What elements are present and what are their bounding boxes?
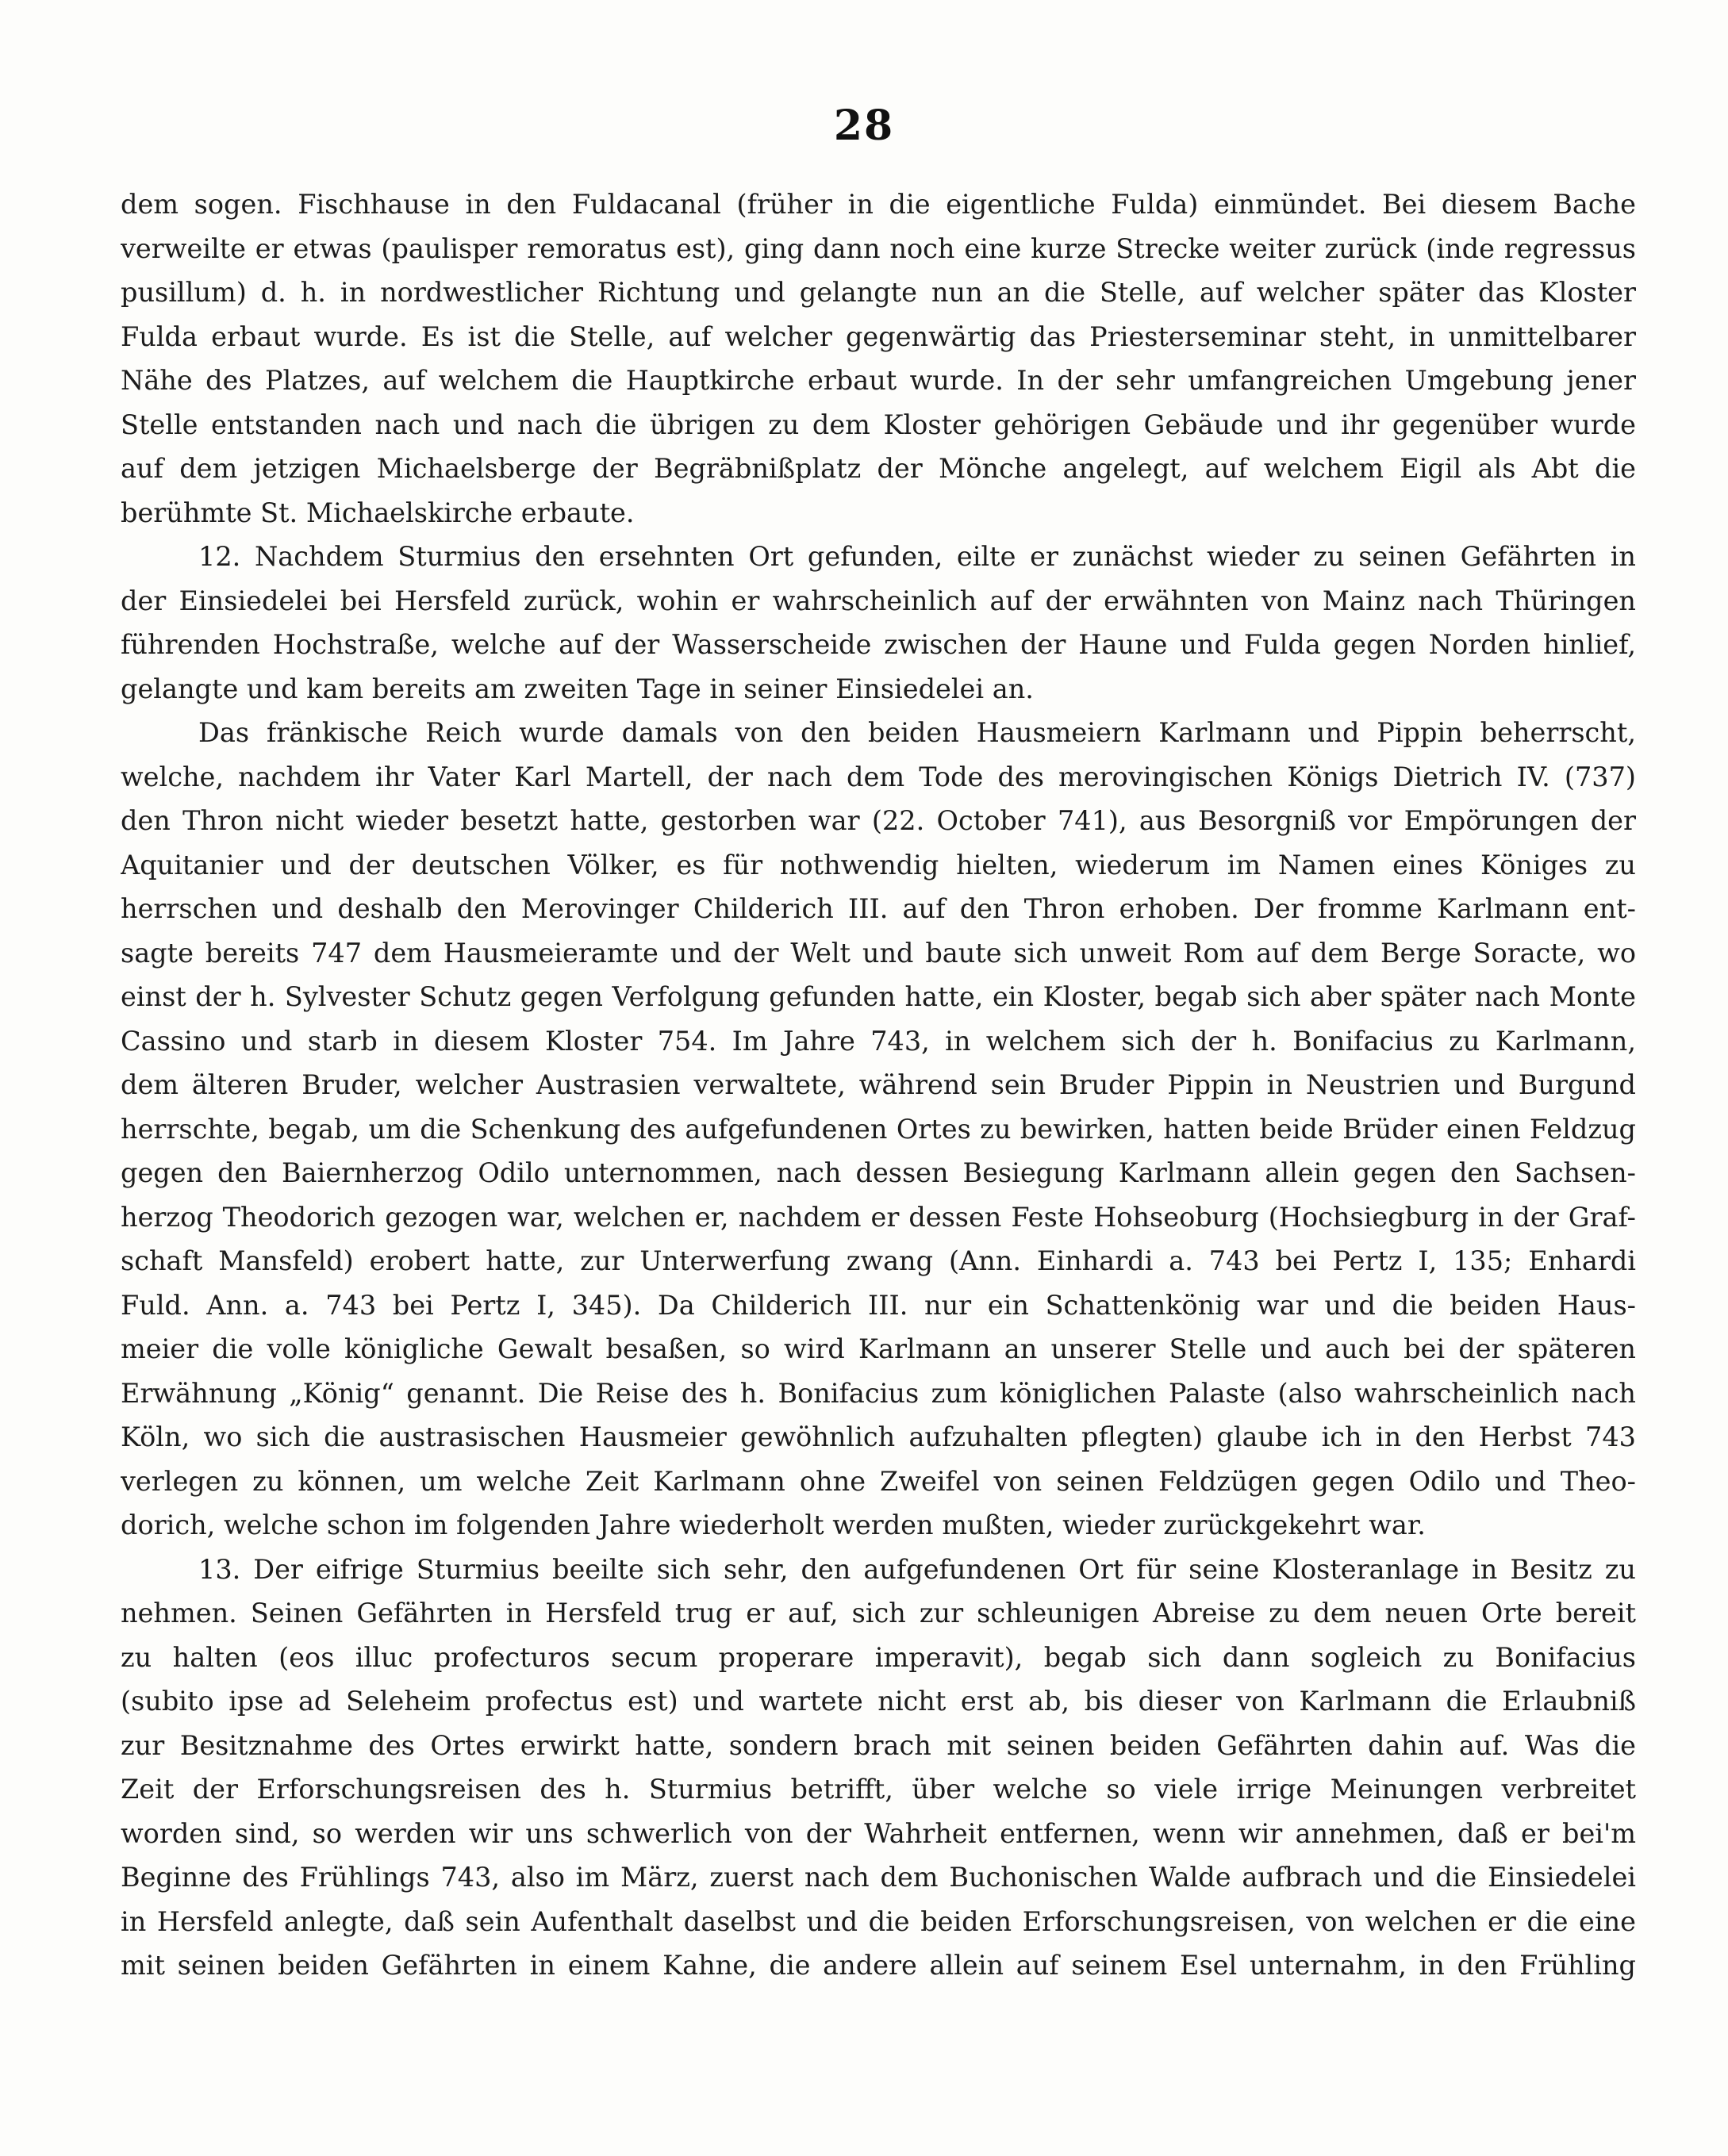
- text-line: pusillum) d. h. in nordwestlicher Richtung und gelangte nun an die Stelle, auf welcher später das Kloster: [121, 277, 1636, 308]
- text-line: Aquitanier und der deutschen Völker, es für nothwendig hielten, wiederum im Namen eines Königes zu: [121, 849, 1636, 880]
- paragraph-13-start: 13. Der eifrige Sturmius beeilte sich sehr, den aufgefundenen Ort für seine Klosteranlage in Besitz zu: [198, 1553, 1636, 1585]
- text-line: der Einsiedelei bei Hersfeld zurück, wohin er wahrscheinlich auf der erwähnten von Mainz nach Thüringen: [121, 585, 1636, 616]
- text-line: in Hersfeld anlegte, daß sein Aufenthalt daselbst und die beiden Erforschungsreisen, von welchen er die eine: [121, 1905, 1636, 1937]
- text-line: worden sind, so werden wir uns schwerlich von der Wahrheit entfernen, wenn wir annehmen, daß er bei'm: [121, 1817, 1636, 1849]
- text-line: den Thron nicht wieder besetzt hatte, gestorben war (22. October 741), aus Besorgniß vor Empörungen der: [121, 805, 1636, 836]
- text-line: dem sogen. Fischhause in den Fuldacanal (früher in die eigentliche Fulda) einmündet. Bei diesem Bache: [121, 189, 1636, 220]
- text-line: Zeit der Erforschungsreisen des h. Sturmius betrifft, über welche so viele irrige Meinungen verbreitet: [121, 1774, 1636, 1805]
- text-line: gegen den Baiernherzog Odilo unternommen, nach dessen Besiegung Karlmann allein gegen den Sachsen-: [121, 1157, 1636, 1188]
- paragraph-12-start: 12. Nachdem Sturmius den ersehnten Ort gefunden, eilte er zunächst wieder zu seinen Gefährten in: [198, 541, 1636, 572]
- text-line: (subito ipse ad Seleheim profectus est) und wartete nicht erst ab, bis dieser von Karlmann die Erlaubniß: [121, 1686, 1636, 1717]
- text-line: sagte bereits 747 dem Hausmeieramte und der Welt und baute sich unweit Rom auf dem Berge Soracte, wo: [121, 937, 1636, 969]
- text-line: Nähe des Platzes, auf welchem die Hauptkirche erbaut wurde. In der sehr umfangreichen Umgebung jener: [121, 365, 1636, 396]
- text-line: verweilte er etwas (paulisper remoratus est), ging dann noch eine kurze Strecke weiter zurück (inde regressus: [121, 232, 1636, 264]
- text-line: herzog Theodorich gezogen war, welchen er, nachdem er dessen Feste Hohseoburg (Hochsiegburg in der Graf-: [121, 1201, 1636, 1233]
- text-line: herrschte, begab, um die Schenkung des aufgefundenen Ortes zu bewirken, hatten beide Brüder einen Feldzug: [121, 1113, 1636, 1145]
- text-line: berühmte St. Michaelskirche erbaute.: [121, 497, 635, 528]
- text-line: nehmen. Seinen Gefährten in Hersfeld trug er auf, sich zur schleunigen Abreise zu dem neuen Orte bereit: [121, 1598, 1636, 1629]
- text-line: verlegen zu können, um welche Zeit Karlmann ohne Zweifel von seinen Feldzügen gegen Odilo und Theo-: [121, 1465, 1636, 1497]
- text-line: schaft Mansfeld) erobert hatte, zur Unterwerfung zwang (Ann. Einhardi a. 743 bei Pertz I, 135; Enhardi: [121, 1245, 1636, 1276]
- text-line: welche, nachdem ihr Vater Karl Martell, der nach dem Tode des merovingischen Königs Dietrich IV. (737): [121, 761, 1636, 792]
- text-line: Stelle entstanden nach und nach die übrigen zu dem Kloster gehörigen Gebäude und ihr gegenüber wurde: [121, 409, 1636, 440]
- text-line: Erwähnung „König“ genannt. Die Reise des h. Bonifacius zum königlichen Palaste (also wahrscheinlich nach: [121, 1377, 1636, 1409]
- text-line: einst der h. Sylvester Schutz gegen Verfolgung gefunden hatte, ein Kloster, begab sich aber später nach Monte: [121, 981, 1636, 1012]
- text-line: Köln, wo sich die austrasischen Hausmeier gewöhnlich aufzuhalten pflegten) glaube ich in den Herbst 743: [121, 1421, 1636, 1452]
- body-text: [121, 182, 1636, 1988]
- text-line: herrschen und deshalb den Merovinger Childerich III. auf den Thron erhoben. Der fromme Karlmann ent-: [121, 893, 1636, 924]
- text-line: Cassino und starb in diesem Kloster 754. Im Jahre 743, in welchem sich der h. Bonifacius zu Karlmann,: [121, 1025, 1636, 1057]
- text-line: Beginne des Frühlings 743, also im März, zuerst nach dem Buchonischen Walde aufbrach und die Einsiedelei: [121, 1862, 1636, 1893]
- text-line: dem älteren Bruder, welcher Austrasien verwaltete, während sein Bruder Pippin in Neustrien und Burgund: [121, 1069, 1636, 1100]
- text-line: mit seinen beiden Gefährten in einem Kahne, die andere allein auf seinem Esel unternahm, in den Frühling: [121, 1950, 1636, 1981]
- page-number: 28: [833, 102, 895, 150]
- text-line: zur Besitznahme des Ortes erwirkt hatte, sondern brach mit seinen beiden Gefährten dahin auf. Was die: [121, 1729, 1636, 1761]
- text-line: zu halten (eos illuc profecturos secum properare imperavit), begab sich dann sogleich zu Bonifacius: [121, 1641, 1636, 1673]
- text-line: auf dem jetzigen Michaelsberge der Begräbnißplatz der Mönche angelegt, auf welchem Eigil als Abt die: [121, 453, 1636, 484]
- text-line: gelangte und kam bereits am zweiten Tage in seiner Einsiedelei an.: [121, 673, 1034, 704]
- text-line: dorich, welche schon im folgenden Jahre wiederholt werden mußten, wieder zurückgekehrt war.: [121, 1510, 1426, 1540]
- text-line: meier die volle königliche Gewalt besaßen, so wird Karlmann an unserer Stelle und auch bei der späteren: [121, 1333, 1636, 1364]
- paragraph-start: Das fränkische Reich wurde damals von den beiden Hausmeiern Karlmann und Pippin beherrscht,: [198, 717, 1636, 748]
- text-line: führenden Hochstraße, welche auf der Wasserscheide zwischen der Haune und Fulda gegen Norden hinlief,: [121, 629, 1636, 660]
- text-line: Fuld. Ann. a. 743 bei Pertz I, 345). Da Childerich III. nur ein Schattenkönig war und die beiden Haus-: [121, 1289, 1636, 1321]
- text-line: Fulda erbaut wurde. Es ist die Stelle, auf welcher gegenwärtig das Priesterseminar steht, in unmittelbarer: [121, 320, 1636, 352]
